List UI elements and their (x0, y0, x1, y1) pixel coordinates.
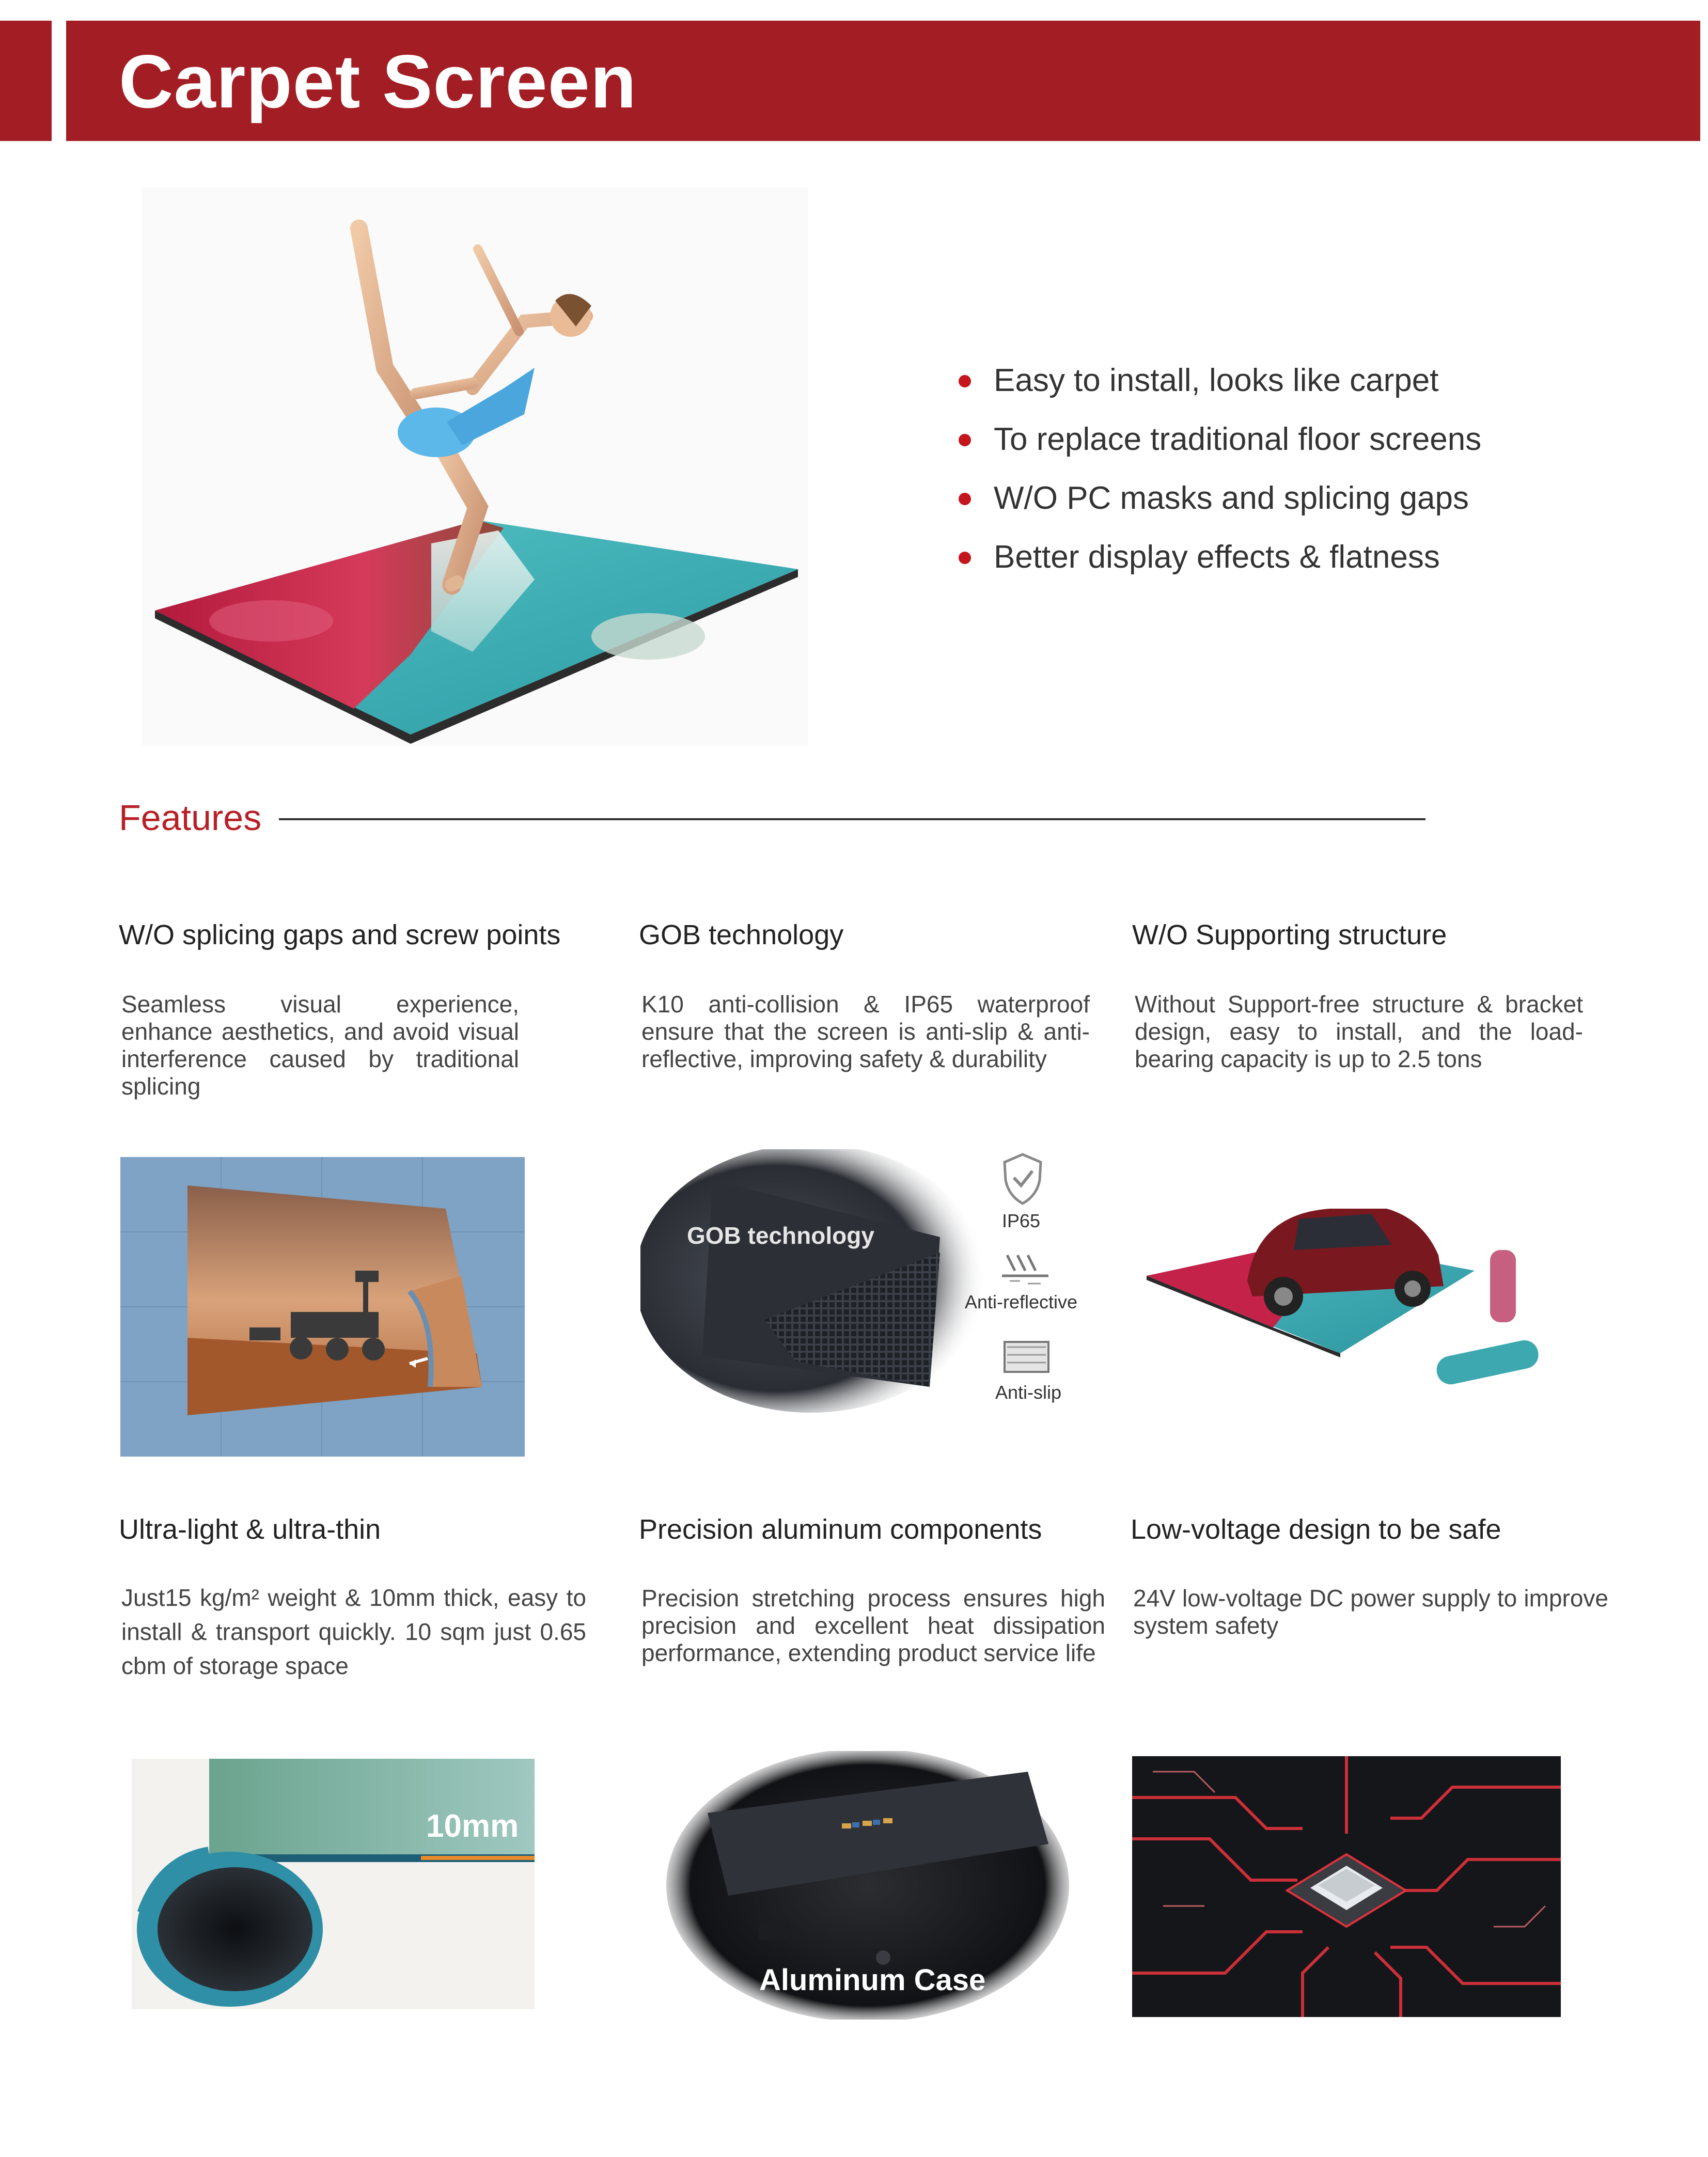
feature-desc-gob: K10 anti-collision & IP65 waterproof ensure that the screen is anti-slip & anti-reflective, improving safety & durability (641, 991, 1090, 1072)
feature-desc-low-voltage: 24V low-voltage DC power supply to improve system safety (1133, 1585, 1608, 1639)
highlight-text: Easy to install, looks like carpet (994, 363, 1439, 398)
seamless-wall-image (120, 1157, 525, 1457)
thickness-label: 10mm (426, 1808, 519, 1844)
bullet-dot-icon (959, 375, 971, 387)
load-bearing-image (1144, 1178, 1552, 1395)
feature-desc-aluminum: Precision stretching process ensures high precision and excellent heat dissipation performance, extending product service life (641, 1585, 1105, 1666)
highlight-item (950, 528, 1481, 587)
highlight-item (950, 351, 1481, 410)
anti-reflective-icon (999, 1253, 1051, 1289)
feature-title-aluminum: Precision aluminum components (639, 1514, 1042, 1545)
anti-reflective-label: Anti-reflective (965, 1291, 1078, 1312)
anti-slip-label: Anti-slip (995, 1382, 1062, 1403)
highlight-item (950, 410, 1481, 469)
hero-image (142, 187, 808, 746)
bullet-dot-icon (959, 493, 971, 505)
bullet-dot-icon (959, 434, 971, 446)
ip65-label: IP65 (1002, 1210, 1041, 1231)
feature-title-low-voltage: Low-voltage design to be safe (1131, 1514, 1501, 1545)
ultra-thin-image (132, 1759, 535, 2009)
features-divider (279, 818, 1425, 820)
feature-title-splicing: W/O splicing gaps and screw points (119, 919, 561, 950)
highlight-text: Better display effects & flatness (994, 539, 1440, 575)
aluminum-case-caption: Aluminum Case (759, 1963, 986, 1997)
highlight-text: To replace traditional floor screens (994, 421, 1482, 457)
feature-desc-ultralight: Just15 kg/m² weight & 10mm thick, easy to install & transport quickly. 10 sqm just 0.65 cbm of storage space (121, 1584, 586, 1679)
features-heading: Features (119, 798, 262, 838)
highlights-list (950, 351, 1481, 587)
highlight-text: W/O PC masks and splicing gaps (994, 480, 1469, 516)
page-title: Carpet Screen (119, 39, 637, 123)
bullet-dot-icon (959, 552, 971, 564)
feature-title-gob: GOB technology (639, 919, 844, 950)
feature-title-ultralight: Ultra-light & ultra-thin (119, 1514, 381, 1545)
low-voltage-chip-image (1132, 1756, 1561, 2017)
header-accent-bar (0, 21, 52, 141)
feature-title-supporting: W/O Supporting structure (1132, 919, 1447, 950)
gob-technology-image (640, 1149, 1078, 1423)
highlight-item (950, 469, 1481, 528)
aluminum-case-image (666, 1751, 1069, 2020)
feature-desc-splicing: Seamless visual experience, enhance aesthetics, and avoid visual interference caused by traditional splicing (121, 991, 519, 1100)
feature-desc-supporting: Without Support-free structure & bracket design, easy to install, and the load-bearing capacity is up to 2.5 tons (1135, 991, 1583, 1072)
anti-slip-icon (1002, 1339, 1051, 1376)
shield-icon (999, 1149, 1046, 1206)
gob-image-caption: GOB technology (687, 1222, 874, 1249)
